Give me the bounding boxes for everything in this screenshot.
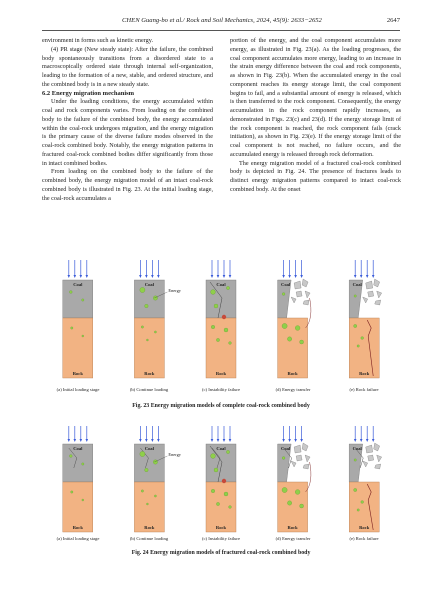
coal-fragment [366,281,373,289]
right-column [230,37,401,195]
coal-label: Coal [144,282,154,287]
coal-label: Coal [281,446,291,451]
rock-energy-ball [224,492,228,496]
load-arrow-head [80,275,83,278]
coal-energy-ball [214,468,218,472]
coal-energy-ball [153,460,157,464]
coal-fragment [305,291,310,298]
coal-fragment [375,464,381,469]
load-arrow-head [294,275,297,278]
fig23-subcaption-c: (c) Instability failure [201,387,240,392]
coal-fragment [305,455,310,462]
coal-fragment [296,291,302,297]
rock-energy-ball [146,503,148,505]
rock-label: Rock [287,371,298,376]
figure-24-caption: Fig. 24 Energy migration models of fractured coal-rock combined body [131,550,311,556]
rock-block [63,318,93,378]
rock-energy-ball [141,326,143,328]
load-arrow-head [366,275,369,278]
coal-energy-ball [211,290,216,295]
rock-energy-ball [216,502,219,505]
rock-label: Rock [359,371,370,376]
coal-fragment [303,464,309,469]
rock-energy-ball [357,509,359,511]
coal-energy-ball [69,455,72,458]
coal-energy-ball [354,459,356,461]
rock-energy-ball [295,326,300,331]
rock-energy-ball [229,342,232,345]
rock-label: Rock [72,525,83,530]
load-arrow-head [157,275,160,278]
rock-energy-ball [82,499,84,501]
coal-fragment [294,281,301,289]
rock-label: Rock [287,525,298,530]
running-header [42,16,400,31]
rock-energy-ball [361,337,364,340]
paragraph: From loading on the combined body to the failure of the combined body, the energy migration model of an intact coal-rock combined body is illustrated in Fig. 23. At the initial loading stage, the coal-rock accumulates a [42,168,213,202]
paragraph: Under the loading conditions, the energy accumulated within coal and rock components varies. From loading on the combined body to the failure of the combined body, the energy accumulated within the coal-rock undergoes migration, and the energy migration is the primary cause of the diverse failure modes observed in the coal-rock combined body. Notably, the energy migration patterns in fractured coal-rock combined bodies differ significantly from those in intact combined bodies. [42,98,213,167]
coal-energy-ball [69,291,72,294]
coal-energy-ball [140,451,145,456]
rock-block [349,318,379,378]
coal-label: Coal [216,282,226,287]
energy-label: Energy [168,288,182,293]
load-arrow-head [68,439,71,442]
load-arrow-head [372,275,375,278]
coal-label: Coal [73,282,83,287]
load-arrow-head [372,439,375,442]
rock-energy-ball [361,501,364,504]
load-arrow-head [151,439,154,442]
load-arrow-head [68,275,71,278]
rock-energy-ball [224,328,228,332]
load-arrow-head [360,439,363,442]
coal-energy-ball [214,304,218,308]
fig23-subcaption-d: (d) Energy transfer [275,387,311,392]
load-arrow-head [300,275,303,278]
coal-fragment [363,297,368,303]
rock-energy-ball [282,323,287,328]
rock-energy-ball [287,337,291,341]
rock-energy-ball [354,324,357,327]
load-arrow-head [211,275,214,278]
rock-energy-ball [146,339,148,341]
coal-label: Coal [352,282,362,287]
fig24-subcaption-e: (e) Rock failure [349,536,379,541]
left-column [42,37,213,203]
load-arrow-head [74,439,77,442]
coal-fragment [377,291,382,298]
coal-fragment [302,279,308,287]
coal-energy-ball [282,293,285,296]
load-arrow-head [145,439,148,442]
load-arrow-head [86,439,89,442]
load-arrow-head [282,439,285,442]
rock-energy-ball [71,491,73,493]
load-arrow-head [157,439,160,442]
coal-fragment [294,445,301,453]
rock-label: Rock [215,525,227,530]
figure-24 [42,424,400,584]
load-arrow-head [86,275,89,278]
rock-energy-ball [354,488,357,491]
paragraph: The energy migration model of a fractured coal-rock combined body is depicted in Fig. 24. The presence of fractures leads to distinct energy migration patterns compared to intact coal-rock combined body. At the onset [230,159,401,193]
load-arrow-head [354,439,357,442]
coal-label: Coal [73,446,83,451]
load-arrow-head [151,275,154,278]
load-arrow-head [139,275,142,278]
figure-23 [42,258,400,418]
coal-fragment [303,300,309,305]
rock-energy-ball [357,345,359,347]
load-arrow-head [80,439,83,442]
rock-energy-ball [229,506,232,509]
coal-label: Coal [352,446,362,451]
coal-energy-ball [211,454,216,459]
coal-fragment [291,461,296,467]
coal-label: Coal [281,282,291,287]
load-arrow-head [74,275,77,278]
fig23-subcaption-b: (b) Continue loading [129,387,169,392]
rock-energy-ball [154,495,156,497]
load-arrow-head [354,275,357,278]
figure-24-diagram [42,424,400,536]
coal-fragment [374,443,380,451]
rock-label: Rock [215,371,227,376]
load-arrow-head [300,439,303,442]
rock-energy-ball [154,331,156,333]
coal-energy-ball [282,457,285,460]
load-arrow-head [139,439,142,442]
coal-label: Coal [216,446,226,451]
rock-label: Rock [144,525,155,530]
energy-release-point [222,315,226,319]
header-citation: CHEN Guang-bo et al./ Rock and Soil Mechanics, 2024, 45(9): 2633−2652 [122,17,322,24]
load-arrow-head [223,275,226,278]
coal-energy-ball [153,296,157,300]
coal-fragment [302,443,308,451]
coal-fragment [374,279,380,287]
paragraph: environment in forms such as kinetic energy. [42,37,154,44]
rock-energy-ball [211,325,215,329]
rock-block [206,318,236,378]
load-arrow-head [211,439,214,442]
rock-label: Rock [72,371,83,376]
load-arrow-head [229,275,232,278]
coal-fragment [377,455,382,462]
rock-energy-ball [282,487,287,492]
energy-release-point [222,479,226,483]
load-arrow-head [366,439,369,442]
coal-fragment [368,455,374,461]
coal-energy-ball [145,304,149,308]
rock-block [134,318,164,378]
coal-energy-ball [226,286,229,289]
coal-fragment [363,461,368,467]
paragraph: (4) PR stage (New steady state): After the failure, the combined body spontaneously transitions from a disordered state to a macroscopically ordered state through internal self-organization, leading to the formation of a new, stable, and ordered structure, and the combined body is in a new steady state. [42,45,213,88]
coal-energy-ball [140,287,145,292]
coal-fragment [296,455,302,461]
fig24-subcaption-c: (c) Instability failure [201,536,240,541]
figure-23-caption: Fig. 23 Energy migration models of complete coal-rock combined body [132,403,310,409]
load-arrow-head [282,275,285,278]
rock-label: Rock [359,525,370,530]
coal-energy-ball [82,463,84,465]
rock-energy-ball [216,338,219,341]
load-arrow-head [145,275,148,278]
coal-fragment [366,445,373,453]
rock-energy-ball [287,501,291,505]
fig24-subcaption-d: (d) Energy transfer [275,536,311,541]
paragraph: portion of the energy, and the coal component accumulates more energy, as illustrated in Fig. 23(a). As the loading progresses, the coal component accumulates more energy, leading to an increase in the strain energy difference between the coal and rock components, as shown in Fig. 23(b). When the accumulated energy in the coal component reaches its energy storage limit, the coal component begins to fail, and a substantial amount of energy is released, which is then transferred to the rock component. Consequently, the energy accumulation in the rock component rapidly increases, as demonstrated in Figs. 23(c) and 23(d). If the energy storage limit of the rock component is reached, the rock component fails (crack initiation), as shown in Fig. 23(e). If the energy storage limit of the coal component is not reached, no failure occurs, and the accumulated energy is released through rock deformation. [230,37,401,158]
figure-23-diagram [42,258,400,383]
coal-label: Coal [144,446,154,451]
section-heading: 6.2 Energy migration mechanism [42,89,135,97]
coal-fragment [375,300,381,305]
rock-energy-ball [211,489,215,493]
fig24-subcaption-a: (a) Initial loading stage [56,536,100,541]
load-arrow-head [217,275,220,278]
coal-energy-ball [226,450,229,453]
coal-fragment [368,291,374,297]
rock-label: Rock [144,371,155,376]
coal-energy-ball [354,295,356,297]
rock-energy-ball [82,335,84,337]
coal-energy-ball [82,299,84,301]
fig23-subcaption-a: (a) Initial loading stage [56,387,100,392]
load-arrow-head [229,439,232,442]
load-arrow-head [294,439,297,442]
load-arrow-head [360,275,363,278]
page-number: 2647 [386,17,400,24]
rock-energy-ball [141,490,143,492]
fig23-subcaption-e: (e) Rock failure [349,387,379,392]
load-arrow-head [288,275,291,278]
fig24-subcaption-b: (b) Continue loading [129,536,169,541]
rock-energy-ball [295,490,300,495]
rock-energy-ball [300,340,304,344]
rock-energy-ball [300,504,304,508]
load-arrow-head [288,439,291,442]
load-arrow-head [217,439,220,442]
energy-label: Energy [168,452,182,457]
coal-fragment [291,297,296,303]
rock-energy-ball [71,327,73,329]
coal-energy-ball [145,468,149,472]
load-arrow-head [223,439,226,442]
